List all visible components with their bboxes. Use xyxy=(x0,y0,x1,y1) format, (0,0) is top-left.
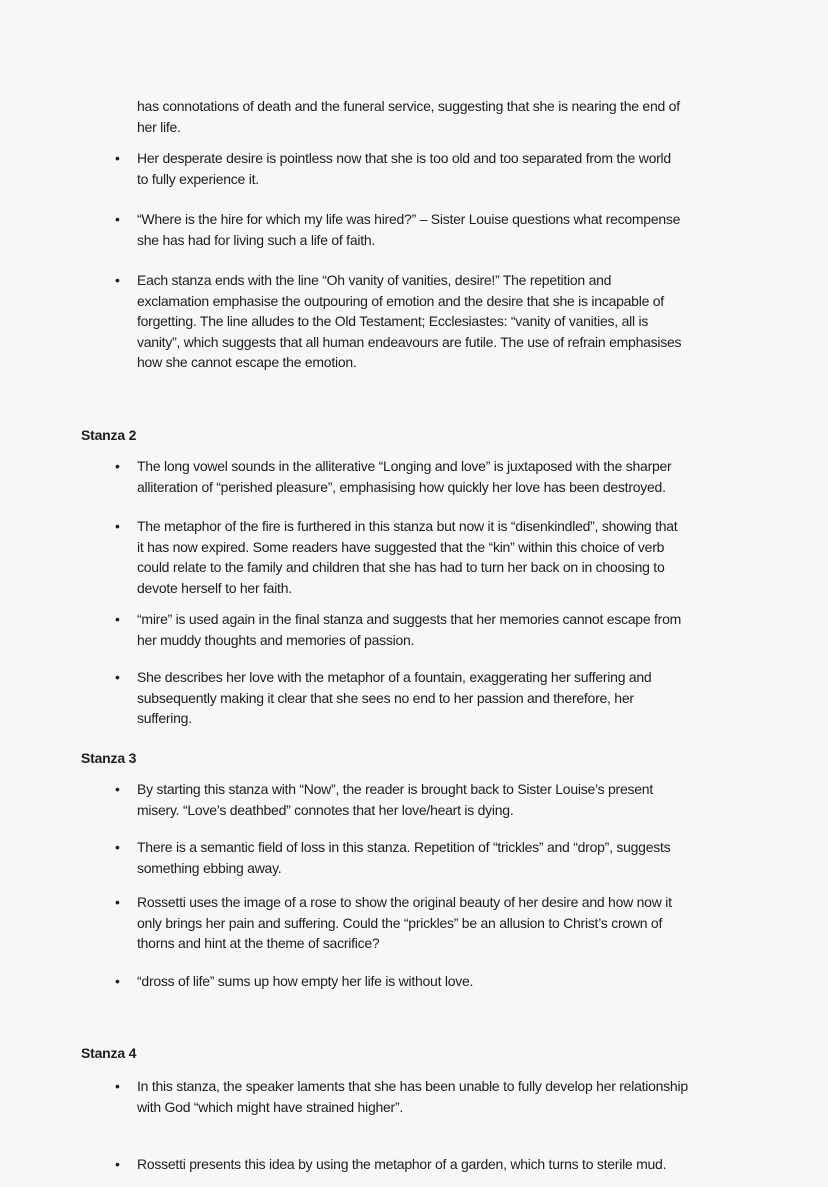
text-line: There is a semantic field of loss in this stanza. Repetition of “trickles” and “drop”, suggests xyxy=(137,839,671,855)
paragraph-text xyxy=(137,270,681,373)
bullet-icon: • xyxy=(115,272,120,288)
text-line: vanity”, which suggests that all human endeavours are futile. The use of refrain emphasises xyxy=(137,333,682,350)
paragraph-text xyxy=(137,148,671,189)
paragraph-text xyxy=(137,837,670,878)
text-line: subsequently making it clear that she sees no end to her passion and therefore, her xyxy=(137,689,634,706)
paragraph-text xyxy=(137,516,677,598)
bullet-icon: • xyxy=(115,1156,120,1172)
text-line: only brings her pain and suffering. Could the “prickles” be an allusion to Christ’s crown of xyxy=(137,914,663,931)
bullet-icon: • xyxy=(115,669,120,685)
text-line: “dross of life” sums up how empty her life is without love. xyxy=(137,973,474,989)
text-line: exclamation emphasise the outpouring of emotion and the desire that she is incapable of xyxy=(137,292,664,309)
text-line: By starting this stanza with “Now”, the reader is brought back to Sister Louise’s present xyxy=(137,781,653,797)
stanza-3-heading: Stanza 3 xyxy=(81,750,137,766)
text-line: forgetting. The line alludes to the Old Testament; Ecclesiastes: “vanity of vanities, all is xyxy=(137,313,649,329)
text-line: suffering. xyxy=(137,710,192,726)
bullet-icon: • xyxy=(115,150,120,166)
bullet-icon: • xyxy=(115,211,120,227)
paragraph-text xyxy=(137,456,671,497)
text-line: how she cannot escape the emotion. xyxy=(137,354,357,370)
paragraph-text xyxy=(137,209,680,250)
text-line: “Where is the hire for which my life was hired?” – Sister Louise questions what recompense xyxy=(137,211,681,227)
text-line: alliteration of “perished pleasure”, emphasising how quickly her love has been destroyed. xyxy=(137,478,666,495)
paragraph-text xyxy=(137,971,473,992)
bullet-icon: • xyxy=(115,839,120,855)
text-line: The long vowel sounds in the alliterative “Longing and love” is juxtaposed with the sharper xyxy=(137,458,672,474)
stanza-4-heading: Stanza 4 xyxy=(81,1045,137,1061)
text-line: The metaphor of the fire is furthered in this stanza but now it is “disenkindled”, showing that xyxy=(137,518,678,534)
paragraph-text xyxy=(137,779,653,820)
text-line: she has had for living such a life of faith. xyxy=(137,231,376,248)
bullet-icon: • xyxy=(115,518,120,534)
text-line: her muddy thoughts and memories of passion. xyxy=(137,631,415,648)
text-line: something ebbing away. xyxy=(137,859,282,876)
paragraph-text xyxy=(137,667,651,729)
text-line: Rossetti presents this idea by using the metaphor of a garden, which turns to sterile mud. xyxy=(137,1156,667,1172)
bullet-icon: • xyxy=(115,894,120,910)
paragraph-text xyxy=(137,1076,688,1117)
text-line: it has now expired. Some readers have suggested that the “kin” within this choice of verb xyxy=(137,538,665,555)
paragraph-text xyxy=(137,609,681,650)
text-line: misery. “Love’s deathbed” connotes that her love/heart is dying. xyxy=(137,801,514,818)
text-line: her life. xyxy=(137,118,181,135)
text-line: Rossetti uses the image of a rose to show the original beauty of her desire and how now it xyxy=(137,894,672,910)
bullet-icon: • xyxy=(115,611,120,627)
bullet-icon: • xyxy=(115,781,120,797)
paragraph-text xyxy=(137,1154,666,1175)
text-line: has connotations of death and the funeral service, suggesting that she is nearing the end of xyxy=(137,98,680,114)
text-line: In this stanza, the speaker laments that she has been unable to fully develop her relationship xyxy=(137,1078,688,1094)
bullet-icon: • xyxy=(115,458,120,474)
text-line: thorns and hint at the theme of sacrifice? xyxy=(137,935,380,951)
text-line: “mire” is used again in the final stanza and suggests that her memories cannot escape from xyxy=(137,611,682,627)
paragraph-text xyxy=(137,96,680,137)
text-line: devote herself to her faith. xyxy=(137,579,292,596)
text-line: Her desperate desire is pointless now that she is too old and too separated from the world xyxy=(137,150,671,166)
text-line: to fully experience it. xyxy=(137,170,259,187)
text-line: with God “which might have strained higher”. xyxy=(137,1098,404,1115)
text-line: She describes her love with the metaphor of a fountain, exaggerating her suffering and xyxy=(137,669,652,685)
text-line: could relate to the family and children that she has had to turn her back on in choosing to xyxy=(137,559,665,575)
text-line: Each stanza ends with the line “Oh vanity of vanities, desire!” The repetition and xyxy=(137,272,612,288)
stanza-2-heading: Stanza 2 xyxy=(81,427,137,443)
paragraph-text xyxy=(137,892,672,954)
bullet-icon: • xyxy=(115,1078,120,1094)
bullet-icon: • xyxy=(115,973,120,989)
